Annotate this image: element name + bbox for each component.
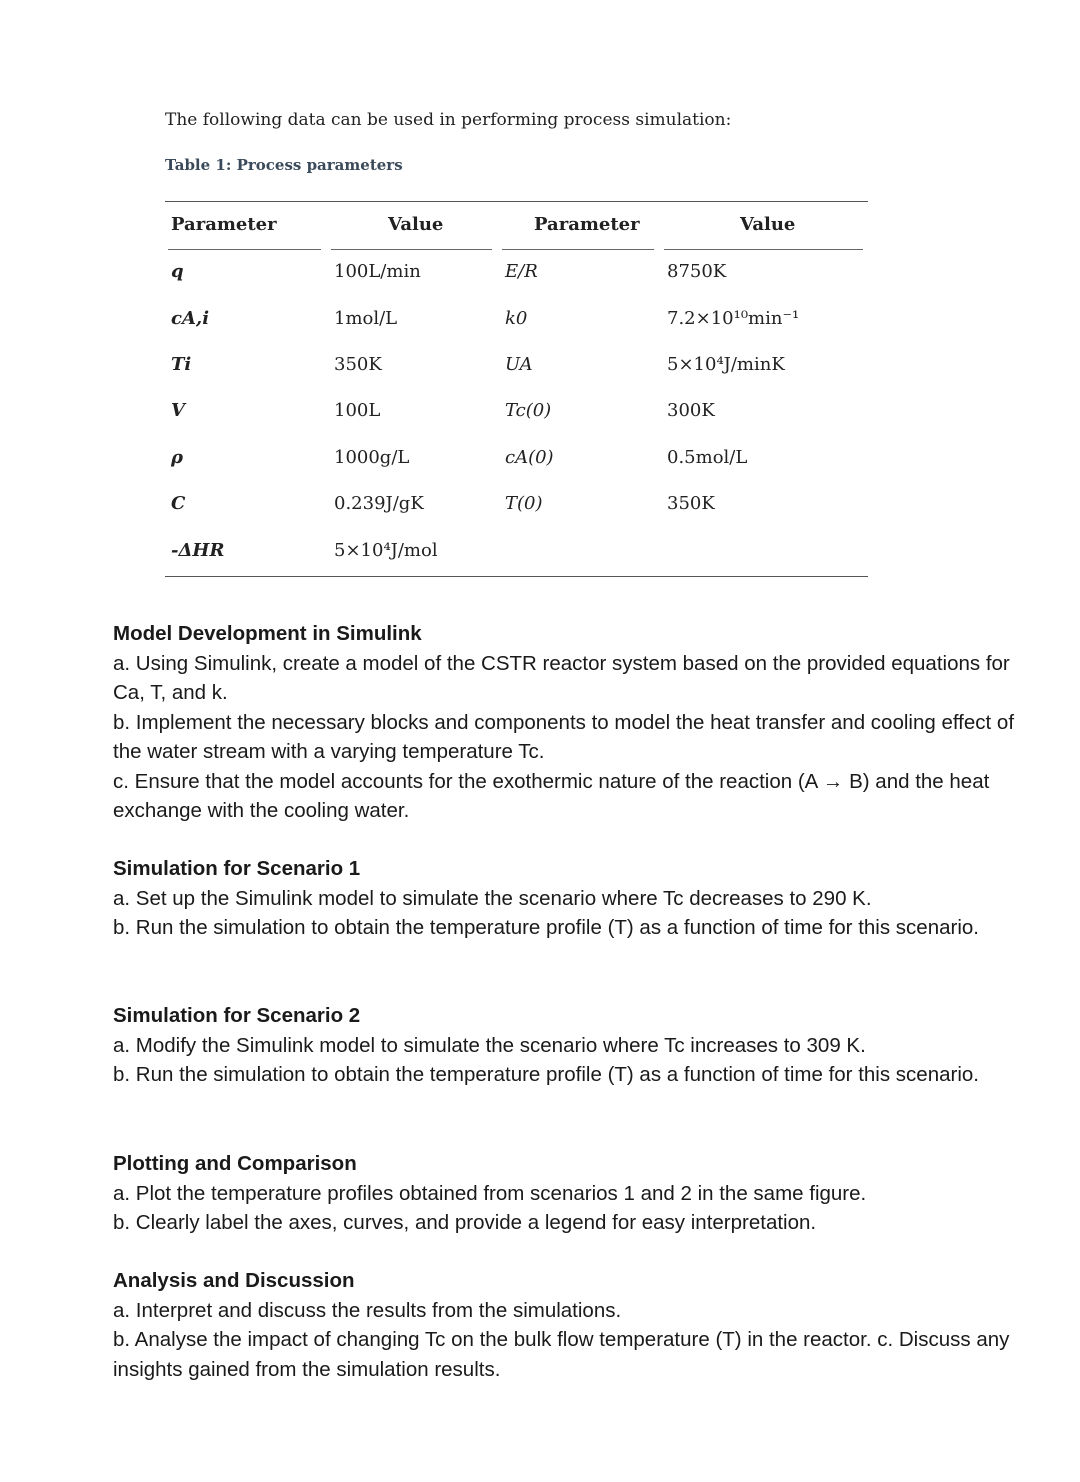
- value-rho: 1000g/L: [334, 447, 410, 468]
- param-e-r: E/R: [505, 261, 538, 282]
- header-underline-1: [168, 249, 321, 250]
- intro-text: The following data can be used in performing process simulation:: [165, 110, 732, 130]
- param-tc0: Tc(0): [505, 400, 552, 421]
- header-underline-2: [331, 249, 492, 250]
- header-underline-4: [664, 249, 863, 250]
- param-ca0: cA(0): [505, 447, 554, 468]
- header-parameter-2: Parameter: [534, 214, 640, 235]
- value-e-r: 8750K: [667, 261, 727, 282]
- section-line: c. Ensure that the model accounts for the exothermic nature of the reaction (A → B) and the heat exchange with the cooling water.: [113, 769, 990, 822]
- param-delta-hr: -ΔHR: [171, 540, 225, 561]
- param-rho: ρ: [171, 447, 183, 468]
- section-line: a. Modify the Simulink model to simulate the scenario where Tc increases to 309 K.: [113, 1033, 866, 1057]
- header-value-2: Value: [740, 214, 796, 235]
- value-t0: 350K: [667, 493, 715, 514]
- section-line: b. Implement the necessary blocks and components to model the heat transfer and cooling effect of the water stream with a varying temperature Tc.: [113, 710, 1015, 763]
- param-v: V: [171, 400, 185, 421]
- section-line: a. Using Simulink, create a model of the CSTR reactor system based on the provided equations for Ca, T, and k.: [113, 651, 1010, 704]
- value-v: 100L: [334, 400, 381, 421]
- value-q: 100L/min: [334, 261, 421, 282]
- section-line: a. Plot the temperature profiles obtained from scenarios 1 and 2 in the same figure.: [113, 1181, 867, 1205]
- section-title: Simulation for Scenario 2: [113, 1004, 361, 1027]
- table-top-rule: [165, 201, 868, 202]
- section-model-development: [113, 619, 1023, 826]
- section-title: Model Development in Simulink: [113, 622, 422, 645]
- value-ca0: 0.5mol/L: [667, 447, 748, 468]
- section-scenario-2: [113, 1001, 1023, 1090]
- section-line: b. Analyse the impact of changing Tc on the bulk flow temperature (T) in the reactor. c. Discuss any insights gained from the simulation results.: [113, 1328, 1010, 1381]
- header-underline-3: [502, 249, 654, 250]
- value-ua: 5×10⁴J/minK: [667, 354, 785, 375]
- param-c: C: [171, 493, 186, 514]
- param-ca-i: cA,i: [171, 308, 210, 329]
- section-title: Analysis and Discussion: [113, 1269, 355, 1292]
- section-analysis: [113, 1266, 1023, 1384]
- section-line: a. Set up the Simulink model to simulate the scenario where Tc decreases to 290 K.: [113, 886, 872, 910]
- section-scenario-1: [113, 854, 1023, 943]
- param-q: q: [171, 261, 184, 282]
- param-t0: T(0): [505, 493, 543, 514]
- section-line: b. Clearly label the axes, curves, and provide a legend for easy interpretation.: [113, 1211, 817, 1234]
- table-caption: Table 1: Process parameters: [165, 156, 403, 174]
- value-tc0: 300K: [667, 400, 715, 421]
- value-ca-i: 1mol/L: [334, 308, 398, 329]
- section-plotting: [113, 1149, 1023, 1238]
- value-ti: 350K: [334, 354, 382, 375]
- value-delta-hr: 5×10⁴J/mol: [334, 540, 438, 561]
- param-k0: k0: [505, 308, 528, 329]
- param-ti: Ti: [171, 354, 192, 375]
- section-title: Simulation for Scenario 1: [113, 857, 361, 880]
- section-line: b. Run the simulation to obtain the temperature profile (T) as a function of time for this scenario.: [113, 1063, 979, 1086]
- value-k0: 7.2×10¹⁰min⁻¹: [667, 308, 800, 329]
- section-line: b. Run the simulation to obtain the temperature profile (T) as a function of time for this scenario.: [113, 916, 979, 939]
- param-ua: UA: [505, 354, 533, 375]
- value-c: 0.239J/gK: [334, 493, 424, 514]
- table-bottom-rule: [165, 576, 868, 577]
- section-line: a. Interpret and discuss the results from the simulations.: [113, 1298, 622, 1322]
- header-value-1: Value: [388, 214, 444, 235]
- header-parameter-1: Parameter: [171, 214, 277, 235]
- section-title: Plotting and Comparison: [113, 1152, 357, 1175]
